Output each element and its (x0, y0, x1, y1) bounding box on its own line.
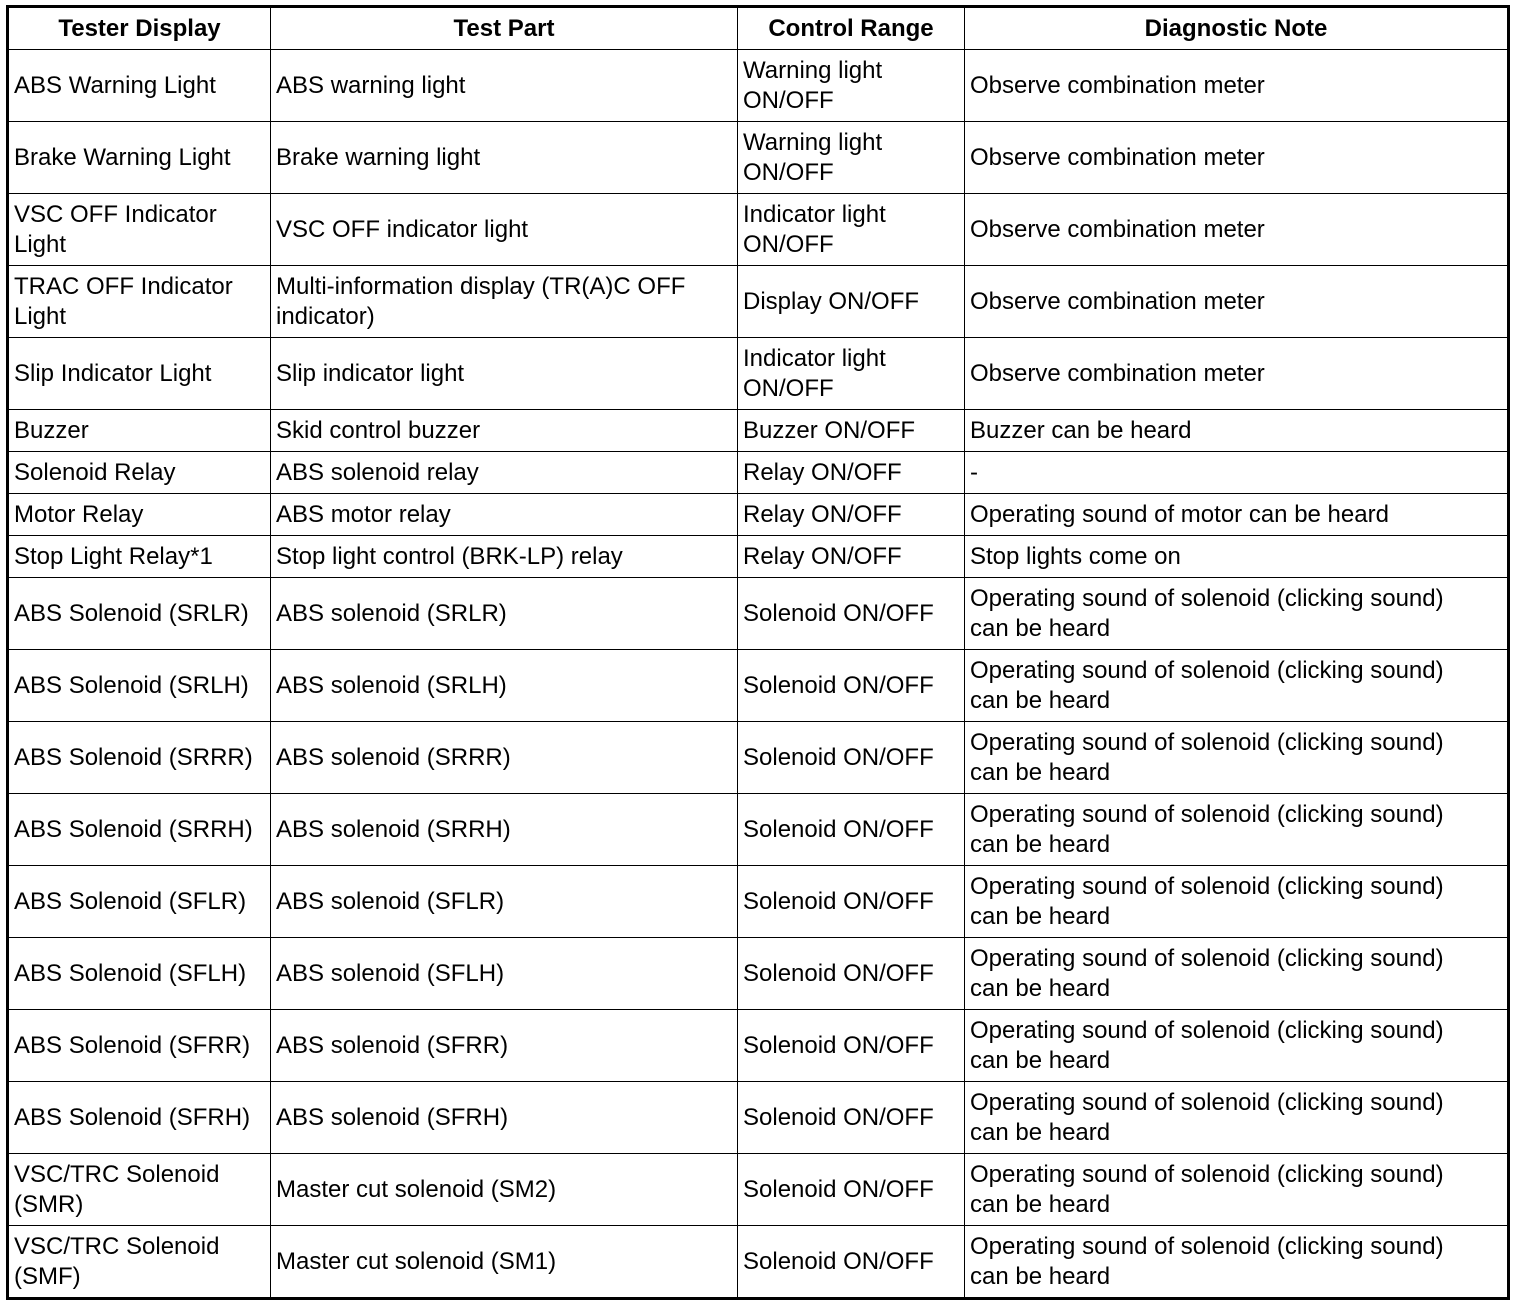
cell-tester-display: ABS Solenoid (SRRH) (8, 794, 271, 866)
cell-control-range: Solenoid ON/OFF (738, 722, 965, 794)
table-row (8, 266, 1509, 338)
cell-diagnostic-note: Stop lights come on (965, 536, 1509, 578)
cell-control-range: Relay ON/OFF (738, 536, 965, 578)
cell-tester-display: VSC OFF Indicator Light (8, 194, 271, 266)
cell-tester-display: Solenoid Relay (8, 452, 271, 494)
cell-diagnostic-note: Observe combination meter (965, 50, 1509, 122)
header-tester-display: Tester Display (8, 7, 271, 50)
table-row (8, 122, 1509, 194)
cell-test-part: ABS warning light (271, 50, 738, 122)
cell-test-part: ABS solenoid (SRRR) (271, 722, 738, 794)
cell-tester-display: ABS Solenoid (SFRH) (8, 1082, 271, 1154)
cell-test-part: VSC OFF indicator light (271, 194, 738, 266)
cell-control-range: Warning light ON/OFF (738, 50, 965, 122)
table-row (8, 650, 1509, 722)
cell-diagnostic-note: Buzzer can be heard (965, 410, 1509, 452)
cell-test-part: ABS motor relay (271, 494, 738, 536)
cell-tester-display: ABS Solenoid (SFLH) (8, 938, 271, 1010)
table-row (8, 410, 1509, 452)
cell-diagnostic-note: Operating sound of motor can be heard (965, 494, 1509, 536)
cell-diagnostic-note: Observe combination meter (965, 122, 1509, 194)
cell-tester-display: VSC/TRC Solenoid (SMR) (8, 1154, 271, 1226)
cell-diagnostic-note: Observe combination meter (965, 266, 1509, 338)
cell-control-range: Relay ON/OFF (738, 452, 965, 494)
cell-diagnostic-note: Operating sound of solenoid (clicking sound) can be heard (965, 1226, 1509, 1299)
cell-test-part: Stop light control (BRK-LP) relay (271, 536, 738, 578)
cell-tester-display: Motor Relay (8, 494, 271, 536)
cell-diagnostic-note: Operating sound of solenoid (clicking sound) can be heard (965, 1010, 1509, 1082)
table-row (8, 1154, 1509, 1226)
cell-diagnostic-note: Operating sound of solenoid (clicking sound) can be heard (965, 650, 1509, 722)
cell-test-part: ABS solenoid (SRLR) (271, 578, 738, 650)
cell-test-part: ABS solenoid (SRLH) (271, 650, 738, 722)
active-test-table (6, 5, 1510, 1300)
cell-test-part: ABS solenoid (SFRH) (271, 1082, 738, 1154)
cell-control-range: Solenoid ON/OFF (738, 794, 965, 866)
cell-diagnostic-note: Operating sound of solenoid (clicking sound) can be heard (965, 1082, 1509, 1154)
cell-test-part: ABS solenoid (SRRH) (271, 794, 738, 866)
cell-control-range: Display ON/OFF (738, 266, 965, 338)
cell-control-range: Relay ON/OFF (738, 494, 965, 536)
table-row (8, 494, 1509, 536)
cell-tester-display: Slip Indicator Light (8, 338, 271, 410)
cell-control-range: Solenoid ON/OFF (738, 1226, 965, 1299)
header-control-range: Control Range (738, 7, 965, 50)
cell-control-range: Buzzer ON/OFF (738, 410, 965, 452)
cell-test-part: Skid control buzzer (271, 410, 738, 452)
cell-tester-display: ABS Warning Light (8, 50, 271, 122)
table-row (8, 1010, 1509, 1082)
cell-diagnostic-note: - (965, 452, 1509, 494)
cell-diagnostic-note: Operating sound of solenoid (clicking sound) can be heard (965, 1154, 1509, 1226)
table-row (8, 578, 1509, 650)
table-row (8, 794, 1509, 866)
cell-test-part: Slip indicator light (271, 338, 738, 410)
table-row (8, 452, 1509, 494)
cell-diagnostic-note: Operating sound of solenoid (clicking sound) can be heard (965, 722, 1509, 794)
table-row (8, 194, 1509, 266)
cell-test-part: ABS solenoid (SFLR) (271, 866, 738, 938)
table-header-row (8, 7, 1509, 50)
cell-test-part: ABS solenoid (SFRR) (271, 1010, 738, 1082)
cell-control-range: Solenoid ON/OFF (738, 650, 965, 722)
cell-tester-display: Stop Light Relay*1 (8, 536, 271, 578)
cell-test-part: Master cut solenoid (SM1) (271, 1226, 738, 1299)
table-row (8, 50, 1509, 122)
cell-diagnostic-note: Operating sound of solenoid (clicking sound) can be heard (965, 578, 1509, 650)
cell-control-range: Solenoid ON/OFF (738, 938, 965, 1010)
cell-diagnostic-note: Observe combination meter (965, 338, 1509, 410)
cell-tester-display: Buzzer (8, 410, 271, 452)
cell-control-range: Solenoid ON/OFF (738, 1154, 965, 1226)
cell-test-part: Brake warning light (271, 122, 738, 194)
cell-test-part: ABS solenoid relay (271, 452, 738, 494)
cell-test-part: Multi-information display (TR(A)C OFF indicator) (271, 266, 738, 338)
table-row (8, 938, 1509, 1010)
table-row (8, 536, 1509, 578)
table-row (8, 1226, 1509, 1299)
header-test-part: Test Part (271, 7, 738, 50)
table-row (8, 1082, 1509, 1154)
cell-tester-display: ABS Solenoid (SFRR) (8, 1010, 271, 1082)
cell-tester-display: ABS Solenoid (SRRR) (8, 722, 271, 794)
cell-control-range: Solenoid ON/OFF (738, 866, 965, 938)
table-row (8, 866, 1509, 938)
cell-control-range: Solenoid ON/OFF (738, 1082, 965, 1154)
cell-diagnostic-note: Operating sound of solenoid (clicking sound) can be heard (965, 938, 1509, 1010)
cell-tester-display: VSC/TRC Solenoid (SMF) (8, 1226, 271, 1299)
cell-diagnostic-note: Operating sound of solenoid (clicking sound) can be heard (965, 866, 1509, 938)
header-diagnostic-note: Diagnostic Note (965, 7, 1509, 50)
cell-diagnostic-note: Operating sound of solenoid (clicking sound) can be heard (965, 794, 1509, 866)
cell-control-range: Indicator light ON/OFF (738, 338, 965, 410)
cell-control-range: Indicator light ON/OFF (738, 194, 965, 266)
cell-control-range: Warning light ON/OFF (738, 122, 965, 194)
cell-tester-display: ABS Solenoid (SRLH) (8, 650, 271, 722)
cell-tester-display: Brake Warning Light (8, 122, 271, 194)
cell-test-part: Master cut solenoid (SM2) (271, 1154, 738, 1226)
cell-diagnostic-note: Observe combination meter (965, 194, 1509, 266)
table-row (8, 338, 1509, 410)
cell-tester-display: ABS Solenoid (SFLR) (8, 866, 271, 938)
cell-tester-display: TRAC OFF Indicator Light (8, 266, 271, 338)
cell-test-part: ABS solenoid (SFLH) (271, 938, 738, 1010)
table-row (8, 722, 1509, 794)
cell-control-range: Solenoid ON/OFF (738, 578, 965, 650)
cell-control-range: Solenoid ON/OFF (738, 1010, 965, 1082)
cell-tester-display: ABS Solenoid (SRLR) (8, 578, 271, 650)
